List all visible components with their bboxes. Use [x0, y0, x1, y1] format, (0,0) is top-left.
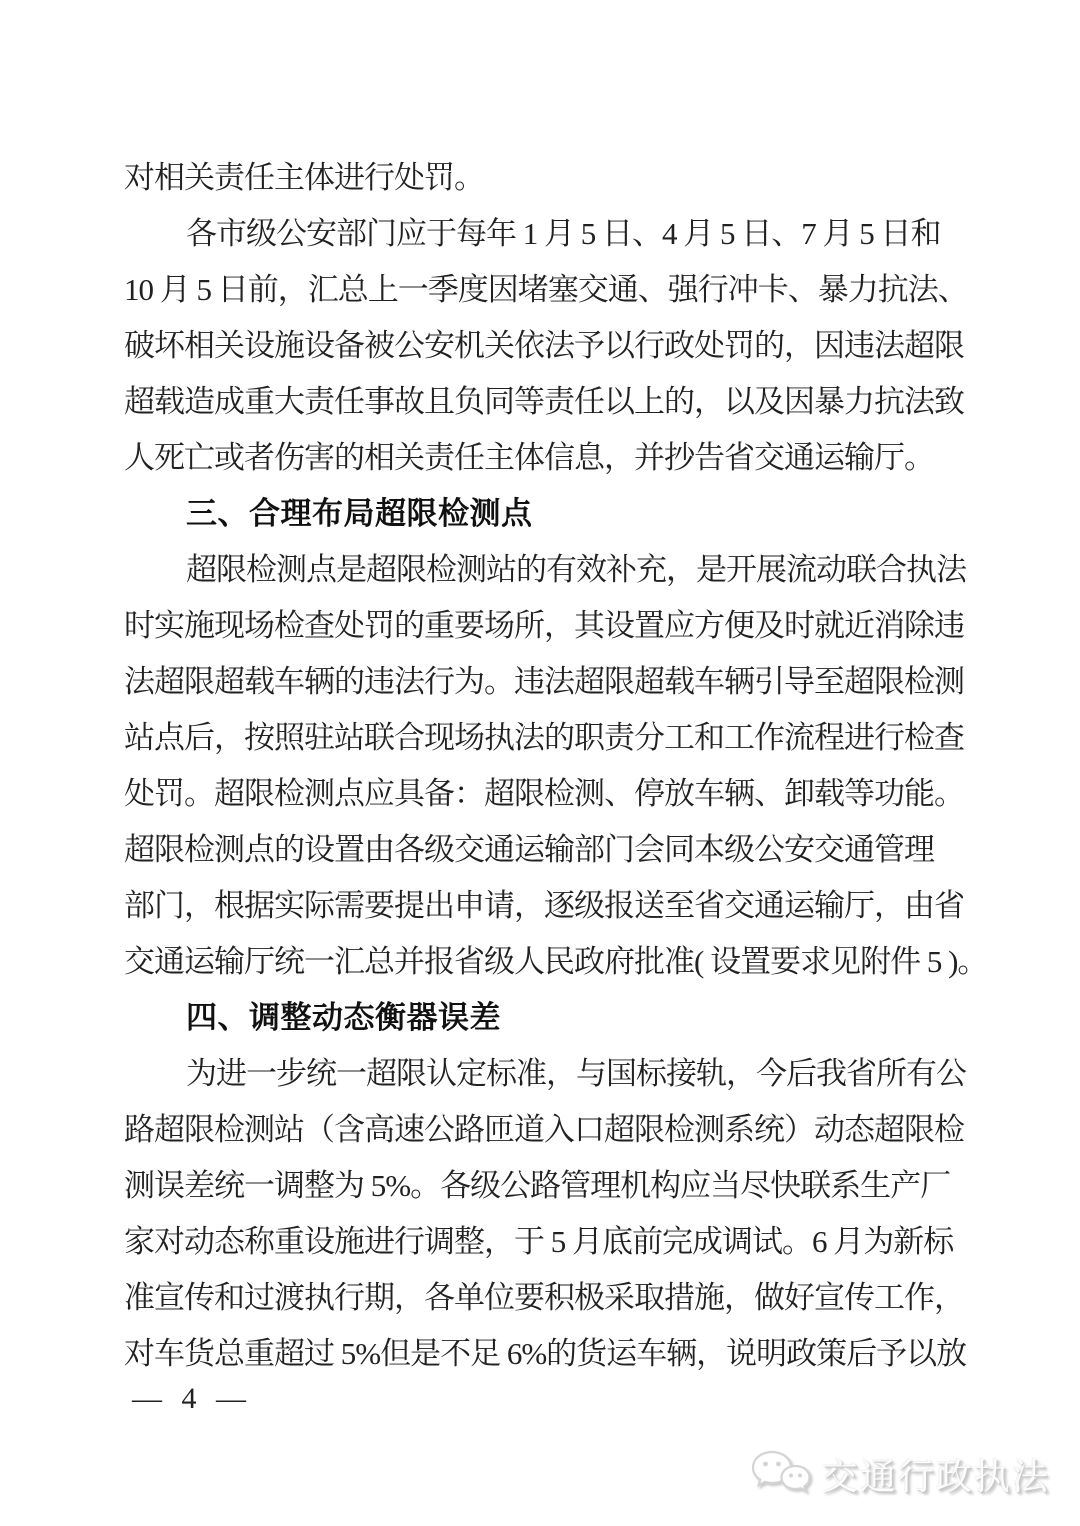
body-line: 超限检测点是超限检测站的有效补充，是开展流动联合执法: [186, 552, 966, 587]
body-line: 路超限检测站（含高速公路匝道入口超限检测系统）动态超限检: [124, 1112, 964, 1147]
body-line: 家对动态称重设施进行调整，于 5 月底前完成调试。6 月为新标: [124, 1224, 954, 1259]
body-line: 对车货总重超过 5%但是不足 6%的货运车辆，说明政策后予以放: [124, 1336, 967, 1371]
body-line: 法超限超载车辆的违法行为。违法超限超载车辆引导至超限检测: [124, 664, 964, 699]
body-line: 准宣传和过渡执行期，各单位要积极采取措施，做好宣传工作，: [124, 1280, 964, 1315]
body-line: 交通运输厅统一汇总并报省级人民政府批准( 设置要求见附件 5 )。: [124, 944, 988, 979]
section-heading: 四、调整动态衡器误差: [186, 1000, 501, 1035]
body-line: 为进一步统一超限认定标准，与国标接轨，今后我省所有公: [186, 1056, 966, 1091]
watermark-label: 交通行政执法: [821, 1455, 1050, 1497]
body-line: 处罚。超限检测点应具备：超限检测、停放车辆、卸载等功能。: [124, 776, 964, 811]
body-line: 测误差统一调整为 5%。各级公路管理机构应当尽快联系生产厂: [124, 1168, 951, 1203]
watermark: [750, 1448, 1050, 1500]
body-line: 人死亡或者伤害的相关责任主体信息，并抄告省交通运输厅。: [124, 440, 934, 475]
body-line: 10 月 5 日前，汇总上一季度因堵塞交通、强行冲卡、暴力抗法、: [124, 272, 968, 307]
body-line: 各市级公安部门应于每年 1 月 5 日、4 月 5 日、7 月 5 日和: [186, 216, 941, 251]
body-line: 超载造成重大责任事故且负同等责任以上的，以及因暴力抗法致: [124, 384, 964, 419]
body-line: 超限检测点的设置由各级交通运输部门会同本级公安交通管理: [124, 832, 934, 867]
body-line: 破坏相关设施设备被公安机关依法予以行政处罚的，因违法超限: [124, 328, 964, 363]
document-body: [124, 150, 988, 1382]
body-line: 站点后，按照驻站联合现场执法的职责分工和工作流程进行检查: [124, 720, 964, 755]
section-heading: 三、合理布局超限检测点: [186, 496, 533, 531]
wechat-icon: [750, 1448, 812, 1500]
body-line: 时实施现场检查处罚的重要场所，其设置应方便及时就近消除违: [124, 608, 964, 643]
body-line: 部门，根据实际需要提出申请，逐级报送至省交通运输厅，由省: [124, 888, 964, 923]
body-line: 对相关责任主体进行处罚。: [124, 160, 484, 195]
page-number: — 4 —: [132, 1382, 252, 1415]
